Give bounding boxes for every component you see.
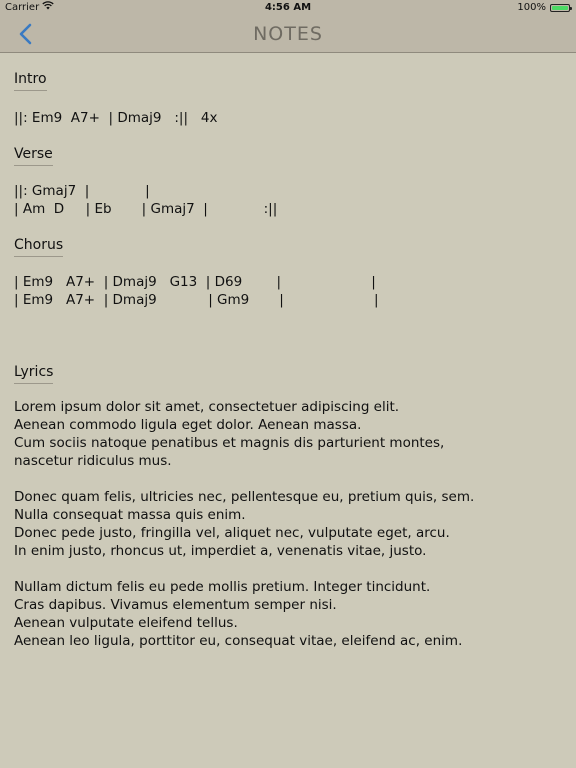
chord-line: ||: Em9 A7+ | Dmaj9 :|| 4x xyxy=(14,110,218,126)
lyric-line: Donec quam felis, ultricies nec, pellentesque eu, pretium quis, sem. xyxy=(14,489,475,505)
lyric-line: Donec pede justo, fringilla vel, aliquet nec, vulputate eget, arcu. xyxy=(14,525,450,541)
lyric-stanza xyxy=(14,488,562,560)
section-verse xyxy=(14,145,562,218)
status-time: 4:56 AM xyxy=(264,2,312,13)
lyric-stanza xyxy=(14,578,562,650)
battery-icon xyxy=(550,4,570,12)
lyric-line: Aenean leo ligula, porttitor eu, consequat vitae, eleifend ac, enim. xyxy=(14,633,463,649)
battery-fill xyxy=(552,6,568,10)
lyric-line: Nulla consequat massa quis enim. xyxy=(14,507,246,523)
chord-line: | Em9 A7+ | Dmaj9 | Gm9 | | xyxy=(14,292,379,308)
chord-line: | Am D | Eb | Gmaj7 | :|| xyxy=(14,201,278,217)
navigation-bar xyxy=(0,16,576,53)
page-title: NOTES xyxy=(253,23,323,45)
status-right xyxy=(517,0,570,16)
lyric-line: Aenean vulputate eleifend tellus. xyxy=(14,615,238,631)
lyric-line: nascetur ridiculus mus. xyxy=(14,453,172,469)
section-heading-chorus: Chorus xyxy=(14,236,63,257)
lyric-line: Lorem ipsum dolor sit amet, consectetuer adipiscing elit. xyxy=(14,399,400,415)
notes-content[interactable] xyxy=(14,70,562,650)
section-chorus xyxy=(14,236,562,309)
carrier-label: Carrier xyxy=(5,2,40,13)
lyric-line: In enim justo, rhoncus ut, imperdiet a, venenatis vitae, justo. xyxy=(14,543,427,559)
chord-line: | Em9 A7+ | Dmaj9 G13 | D69 | | xyxy=(14,274,376,290)
lyric-line: Cras dapibus. Vivamus elementum semper nisi. xyxy=(14,597,337,613)
section-heading-verse: Verse xyxy=(14,145,53,166)
lyric-stanza xyxy=(14,398,562,470)
section-intro xyxy=(14,70,562,127)
section-heading-intro: Intro xyxy=(14,70,47,91)
lyric-line: Cum sociis natoque penatibus et magnis dis parturient montes, xyxy=(14,435,445,451)
section-heading-lyrics: Lyrics xyxy=(14,363,53,384)
section-lyrics xyxy=(14,363,562,650)
lyric-line: Aenean commodo ligula eget dolor. Aenean massa. xyxy=(14,417,362,433)
chord-line: ||: Gmaj7 | | xyxy=(14,183,150,199)
battery-percent: 100% xyxy=(517,2,546,13)
lyric-line: Nullam dictum felis eu pede mollis pretium. Integer tincidunt. xyxy=(14,579,431,595)
status-bar xyxy=(0,0,576,16)
